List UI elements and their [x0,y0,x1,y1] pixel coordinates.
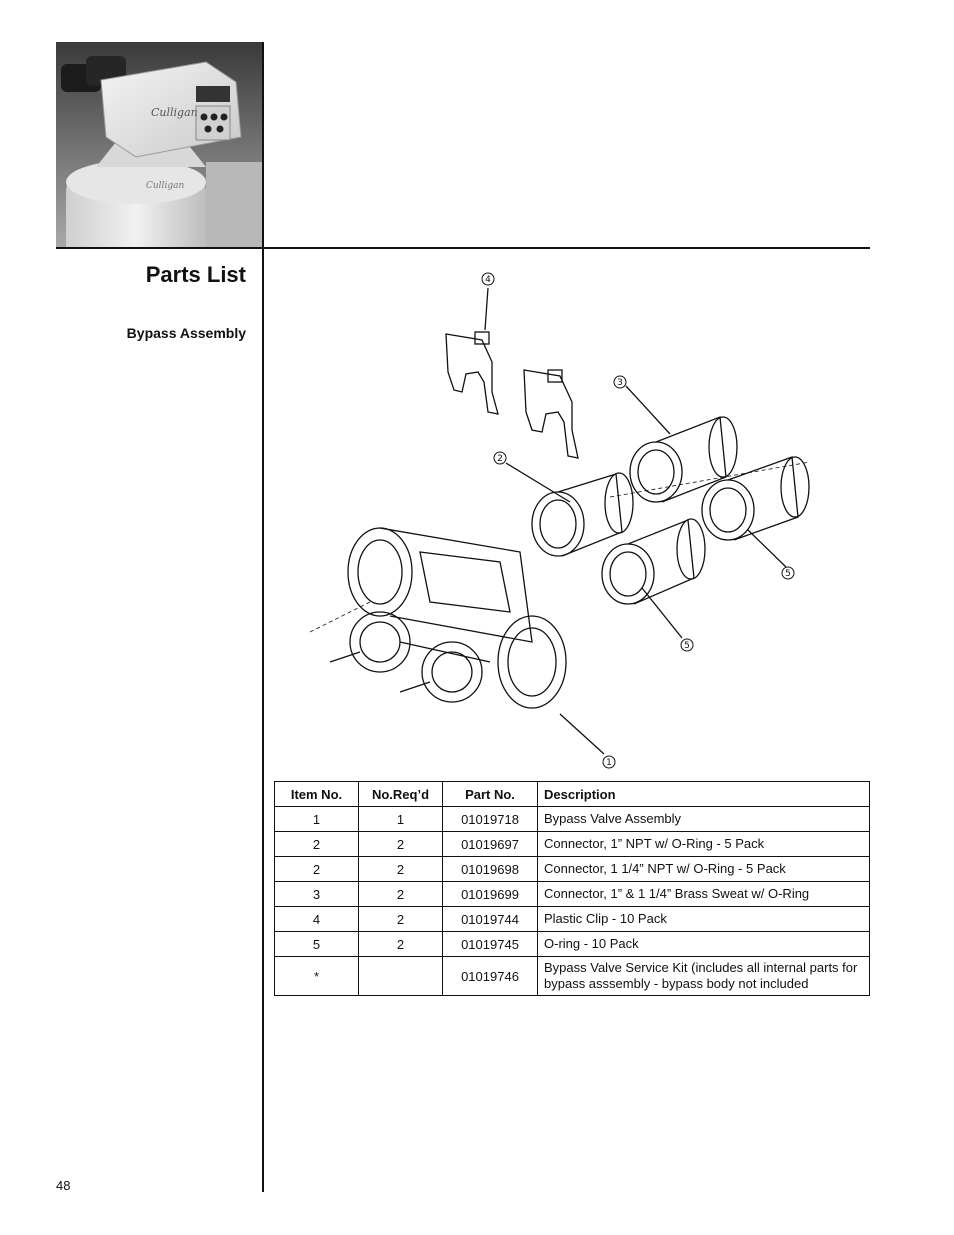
plastic-clip-right [524,370,578,458]
table-row [275,932,870,957]
cell-qty: 2 [359,882,443,907]
section-subtitle: Bypass Assembly [126,325,246,341]
plastic-clip-left [446,332,498,414]
cell-item: * [275,957,359,996]
cell-part: 01019745 [443,932,538,957]
cell-qty: 1 [359,807,443,832]
table-row [275,957,870,996]
cell-qty: 2 [359,932,443,957]
cell-item: 5 [275,932,359,957]
page-title: Parts List [145,262,246,287]
cell-part: 01019699 [443,882,538,907]
cell-desc: Connector, 1 1/4” NPT w/ O-Ring - 5 Pack [538,857,870,882]
product-photo [56,42,262,248]
horizontal-rule [56,247,870,249]
cell-qty: 2 [359,857,443,882]
callout-5b: 5 [684,641,690,651]
parts-table [274,781,870,996]
cell-part: 01019744 [443,907,538,932]
cell-part: 01019698 [443,857,538,882]
header-description: Description [538,782,870,807]
npt-connector [532,473,633,556]
cell-part: 01019746 [443,957,538,996]
cell-qty [359,957,443,996]
callout-2: 2 [497,454,503,464]
cell-desc: O-ring - 10 Pack [538,932,870,957]
callout-1: 1 [606,758,612,768]
table-row [275,832,870,857]
bypass-assembly-diagram [270,262,870,772]
bypass-valve-body [330,528,566,708]
cell-desc: Bypass Valve Assembly [538,807,870,832]
callout-3: 3 [617,378,623,388]
brand-logo: Culligan [151,106,198,119]
cell-part: 01019697 [443,832,538,857]
table-row [275,907,870,932]
water-softener-image [56,42,262,248]
table-row [275,857,870,882]
cell-desc: Connector, 1” NPT w/ O-Ring - 5 Pack [538,832,870,857]
npt-connector-2 [602,519,705,604]
header-qty: No.Req’d [359,782,443,807]
callout-5a: 5 [785,569,791,579]
tank-logo: Culligan [146,181,185,191]
page-number: 48 [56,1178,71,1193]
table-header-row [275,782,870,807]
cell-item: 3 [275,882,359,907]
header-part-no: Part No. [443,782,538,807]
cell-item: 4 [275,907,359,932]
cell-item: 1 [275,807,359,832]
header-item-no: Item No. [275,782,359,807]
callout-4: 4 [485,275,491,285]
cell-desc: Bypass Valve Service Kit (includes all internal parts for bypass asssembly - bypass body not included [538,957,870,996]
vertical-rule [262,42,264,1192]
cell-qty: 2 [359,907,443,932]
table-row [275,882,870,907]
cell-desc: Connector, 1” & 1 1/4” Brass Sweat w/ O-Ring [538,882,870,907]
cell-desc: Plastic Clip - 10 Pack [538,907,870,932]
cell-item: 2 [275,832,359,857]
cell-qty: 2 [359,832,443,857]
cell-item: 2 [275,857,359,882]
cell-part: 01019718 [443,807,538,832]
brass-sweat-connector-2 [702,457,809,540]
table-row [275,807,870,832]
